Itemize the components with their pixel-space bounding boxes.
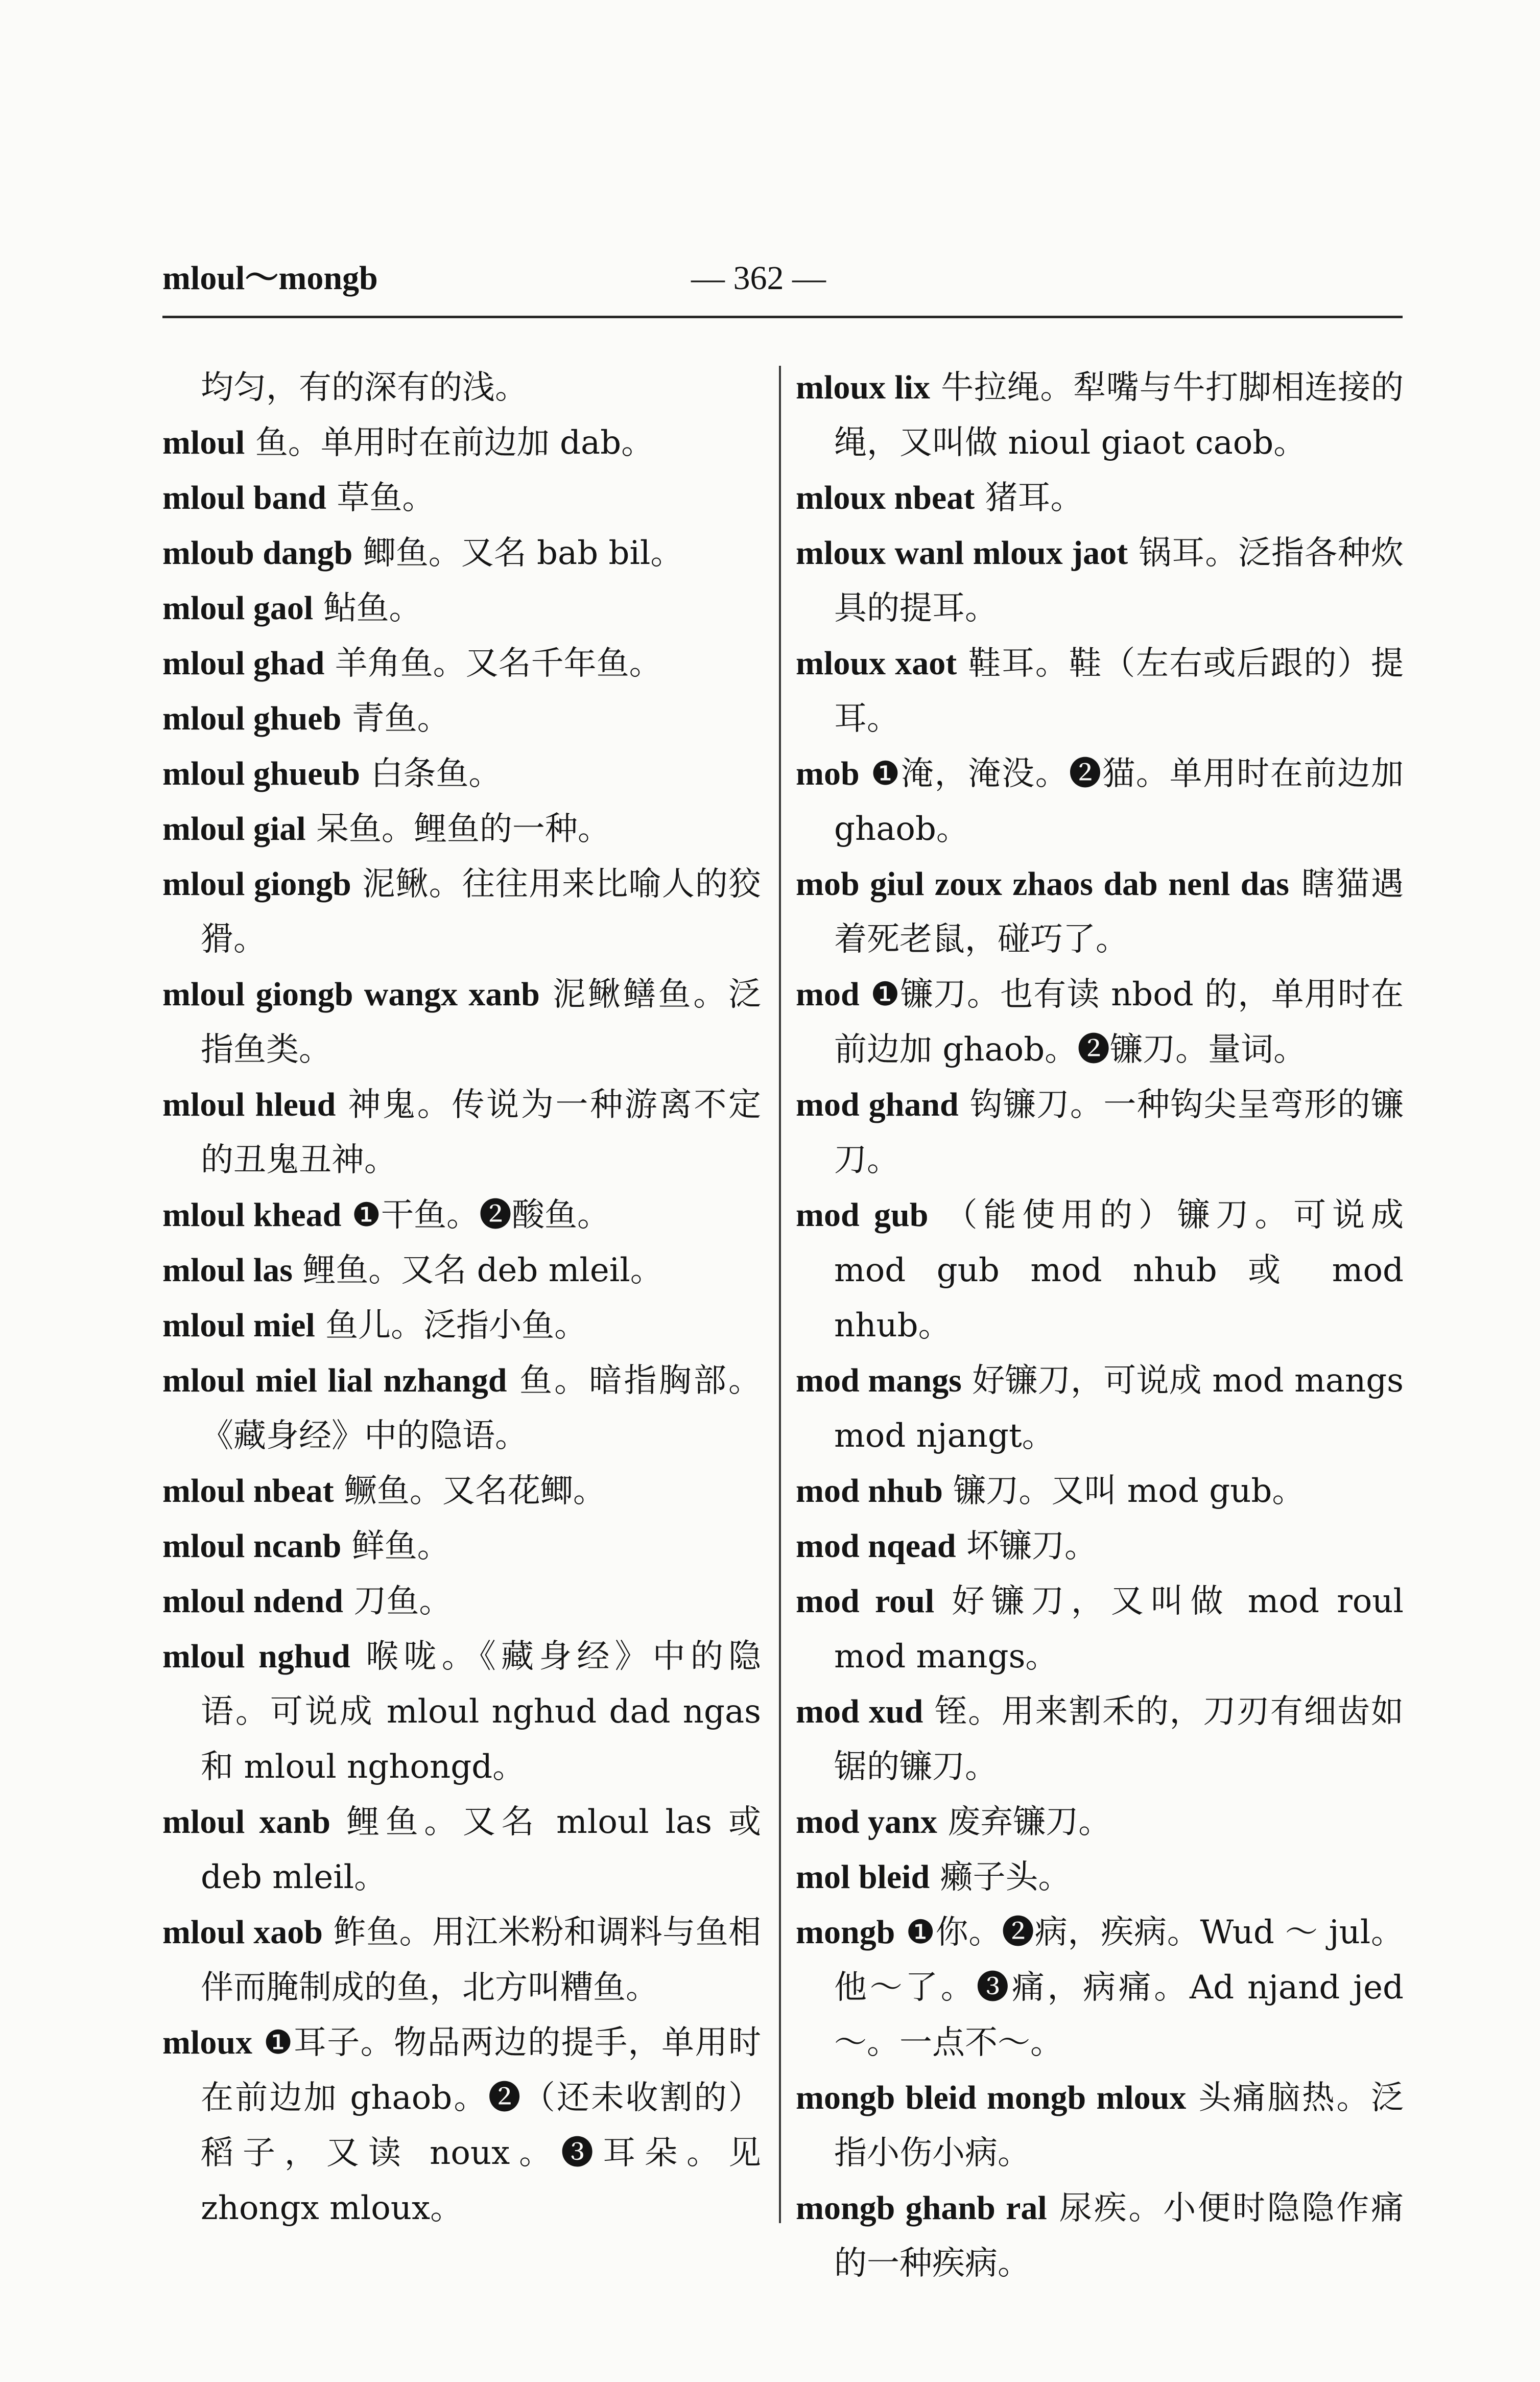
entry-definition: 鞋耳。鞋（左右或后跟的）提耳。: [834, 645, 1404, 738]
dictionary-entry: [162, 1077, 761, 1188]
dictionary-entry: [162, 1353, 761, 1464]
entry-headword: mloul giongb wangx xanb: [162, 976, 540, 1013]
entry-headword: mod gub: [796, 1196, 929, 1234]
dictionary-entry: [162, 1905, 761, 2015]
dictionary-entry: [796, 1684, 1404, 1795]
entry-definition: 泥鳅鳝鱼。泛指鱼类。: [201, 976, 762, 1069]
dictionary-entry: [162, 1519, 761, 1574]
dictionary-entry: [162, 1298, 761, 1353]
dictionary-entry: [796, 360, 1404, 470]
entry-headword: mloul xaob: [162, 1914, 323, 1951]
entry-definition: 锅耳。泛指各种炊具的提耳。: [834, 534, 1404, 627]
entry-headword: mloul band: [162, 479, 326, 516]
entry-definition: 尿疾。小便时隐隐作痛的一种疾病。: [834, 2189, 1404, 2282]
dictionary-entry: [162, 526, 761, 581]
dictionary-entry: [796, 967, 1404, 1077]
entry-definition: ❶干鱼。❷酸鱼。: [351, 1196, 610, 1234]
entry-headword: mloul khead: [162, 1196, 342, 1234]
entry-definition: 好镰刀，又叫做 mod roul mod mangs。: [834, 1583, 1404, 1676]
entry-definition: ❶镰刀。也有读 nbod 的，单用时在前边加 ghaob。❷镰刀。量词。: [834, 976, 1404, 1069]
dictionary-entry: [796, 2181, 1404, 2291]
dictionary-entry: [796, 1077, 1404, 1188]
dictionary-entry: [796, 1188, 1404, 1353]
entry-definition: 镰刀。又叫 mod gub。: [953, 1472, 1305, 1510]
entry-definition: 鲜鱼。: [351, 1527, 450, 1565]
dictionary-entry: [162, 691, 761, 746]
entry-definition: 鱼。暗指胸部。《藏身经》中的隐语。: [201, 1362, 761, 1455]
dictionary-entry: [162, 1795, 761, 1905]
entry-definition: 鳜鱼。又名花鲫。: [344, 1472, 606, 1510]
entry-definition: 鲊鱼。用江米粉和调料与鱼相伴而腌制成的鱼，北方叫糟鱼。: [201, 1914, 761, 2007]
dictionary-entry: [162, 857, 761, 967]
dictionary-entry: [796, 1353, 1404, 1464]
entry-definition: 呆鱼。鲤鱼的一种。: [316, 810, 610, 848]
entry-headword: mloux nbeat: [796, 479, 975, 516]
entry-definition: ❶耳子。物品两边的提手，单用时在前边加 ghaob。❷（还未收割的）稻子，又读 noux。❸耳朵。见 zhongx mloux。: [201, 2024, 761, 2227]
dictionary-entry: [796, 526, 1404, 636]
entry-headword: mongb: [796, 1914, 895, 1951]
entry-headword: mloul ghad: [162, 645, 325, 682]
entry-headword: mloub dangb: [162, 534, 353, 572]
dictionary-entry: [796, 746, 1404, 857]
entry-headword: mloux wanl mloux jaot: [796, 534, 1128, 572]
entry-headword: mod nhub: [796, 1472, 943, 1510]
entry-definition: 鱼。单用时在前边加 dab。: [255, 424, 654, 462]
entry-definition: 鲤鱼。又名 deb mleil。: [303, 1252, 663, 1289]
entry-definition: 刀鱼。: [353, 1583, 452, 1620]
dictionary-entry: [162, 801, 761, 857]
dictionary-entry: [162, 1574, 761, 1629]
dictionary-entry: [162, 1188, 761, 1243]
entry-headword: mloul nghud: [162, 1638, 350, 1675]
entry-definition: 好镰刀，可说成 mod mangs mod njangt。: [834, 1362, 1404, 1455]
right-column: [796, 360, 1404, 2291]
dictionary-entry: [162, 415, 761, 470]
entry-definition: 羊角鱼。又名千年鱼。: [335, 645, 662, 682]
entry-headword: mod mangs: [796, 1362, 962, 1399]
entry-definition: 铚。用来割禾的，刀刃有细齿如锯的镰刀。: [834, 1693, 1404, 1786]
entry-headword: mod roul: [796, 1583, 935, 1620]
dictionary-entry: [796, 636, 1404, 746]
dictionary-entry: [796, 1464, 1404, 1519]
dictionary-entry: [162, 581, 761, 636]
entry-definition: （能使用的）镰刀。可说成 mod gub mod nhub 或 mod nhub。: [834, 1196, 1404, 1345]
entry-headword: mongb bleid mongb mloux: [796, 2079, 1187, 2116]
entry-headword: mloux lix: [796, 369, 930, 406]
entry-headword: mob: [796, 755, 860, 792]
entry-headword: mloul miel: [162, 1307, 315, 1344]
entry-definition: 坏镰刀。: [966, 1527, 1097, 1565]
entry-definition: 瞎猫遇着死老鼠，碰巧了。: [834, 865, 1404, 958]
entry-headword: mloul hleud: [162, 1086, 336, 1123]
entry-definition: 鲇鱼。: [323, 589, 422, 627]
entry-definition: 鲤鱼。又名 mloul las 或 deb mleil。: [201, 1803, 761, 1896]
dictionary-entry: [796, 1574, 1404, 1684]
column-divider: [779, 366, 781, 2223]
header-rule: [162, 316, 1403, 318]
dictionary-entry: [162, 360, 761, 415]
entry-definition: 牛拉绳。犁嘴与牛打脚相连接的绳，又叫做 nioul giaot caob。: [834, 369, 1404, 462]
dictionary-entry: [796, 1795, 1404, 1850]
entry-headword: mob giul zoux zhaos dab nenl das: [796, 865, 1289, 903]
entry-definition: 泥鳅。往往用来比喻人的狡猾。: [201, 865, 762, 958]
entry-headword: mloux xaot: [796, 645, 957, 682]
entry-definition: 均匀，有的深有的浅。: [201, 369, 528, 407]
entry-headword: mloux: [162, 2024, 253, 2061]
dictionary-entry: [796, 470, 1404, 526]
dictionary-entry: [796, 857, 1404, 967]
entry-headword: mod ghand: [796, 1086, 959, 1123]
entry-headword: mod xud: [796, 1693, 923, 1730]
entry-definition: 废弃镰刀。: [947, 1803, 1111, 1841]
dictionary-entry: [796, 2070, 1404, 2181]
entry-headword: mloul las: [162, 1252, 293, 1289]
entry-headword: mloul ghueub: [162, 755, 360, 792]
entry-headword: mloul: [162, 424, 245, 461]
entry-headword: mol bleid: [796, 1858, 930, 1896]
entry-headword: mloul ndend: [162, 1583, 343, 1620]
entry-headword: mloul miel lial nzhangd: [162, 1362, 507, 1399]
entry-definition: 钩镰刀。一种钩尖呈弯形的镰刀。: [834, 1086, 1404, 1179]
entry-definition: 白条鱼。: [370, 755, 502, 793]
entry-headword: mod: [796, 976, 860, 1013]
entry-headword: mloul ghueb: [162, 700, 342, 737]
running-head: [162, 255, 1403, 301]
dictionary-entry: [162, 636, 761, 691]
dictionary-entry: [796, 1850, 1404, 1905]
entry-headword: mloul xanb: [162, 1803, 330, 1841]
left-column: [162, 360, 761, 2236]
dictionary-entry: [796, 1905, 1404, 2070]
entry-headword: mloul ncanb: [162, 1527, 342, 1565]
entry-headword: mod yanx: [796, 1803, 937, 1841]
dictionary-entry: [796, 1519, 1404, 1574]
entry-definition: 鲫鱼。又名 bab bil。: [363, 534, 683, 572]
entry-headword: mloul gial: [162, 810, 306, 847]
entry-definition: 猪耳。: [985, 479, 1083, 517]
entry-headword: mod nqead: [796, 1527, 956, 1565]
entry-headword: mongb ghanb ral: [796, 2189, 1047, 2227]
dictionary-entry: [162, 2015, 761, 2236]
dictionary-entry: [162, 746, 761, 801]
dictionary-entry: [162, 470, 761, 526]
entry-definition: 神鬼。传说为一种游离不定的丑鬼丑神。: [201, 1086, 762, 1179]
dictionary-entry: [162, 1629, 761, 1795]
entry-definition: ❶淹，淹没。❷猫。单用时在前边加 ghaob。: [834, 755, 1404, 848]
entry-headword: mloul nbeat: [162, 1472, 334, 1510]
entry-definition: 青鱼。: [351, 700, 450, 738]
entry-headword: mloul giongb: [162, 865, 351, 903]
entry-definition: 头痛脑热。泛指小伤小病。: [834, 2079, 1404, 2172]
dictionary-entry: [162, 1464, 761, 1519]
entry-headword: mloul gaol: [162, 589, 314, 627]
page-number: — 362 —: [691, 260, 826, 297]
entry-definition: 草鱼。: [337, 479, 435, 517]
dictionary-entry: [162, 967, 761, 1077]
guide-words: mloul～mongb: [162, 260, 378, 297]
dictionary-entry: [162, 1243, 761, 1298]
entry-definition: 鱼儿。泛指小鱼。: [325, 1307, 587, 1345]
entry-definition: ❶你。❷病，疾病。Wud ～ jul。他～了。❸痛，病痛。Ad njand jed ～。一点不～。: [834, 1914, 1404, 2062]
entry-definition: 癞子头。: [940, 1858, 1071, 1896]
entry-definition: 喉咙。《藏身经》中的隐语。可说成 mloul nghud dad ngas 和 mloul nghongd。: [201, 1638, 762, 1786]
